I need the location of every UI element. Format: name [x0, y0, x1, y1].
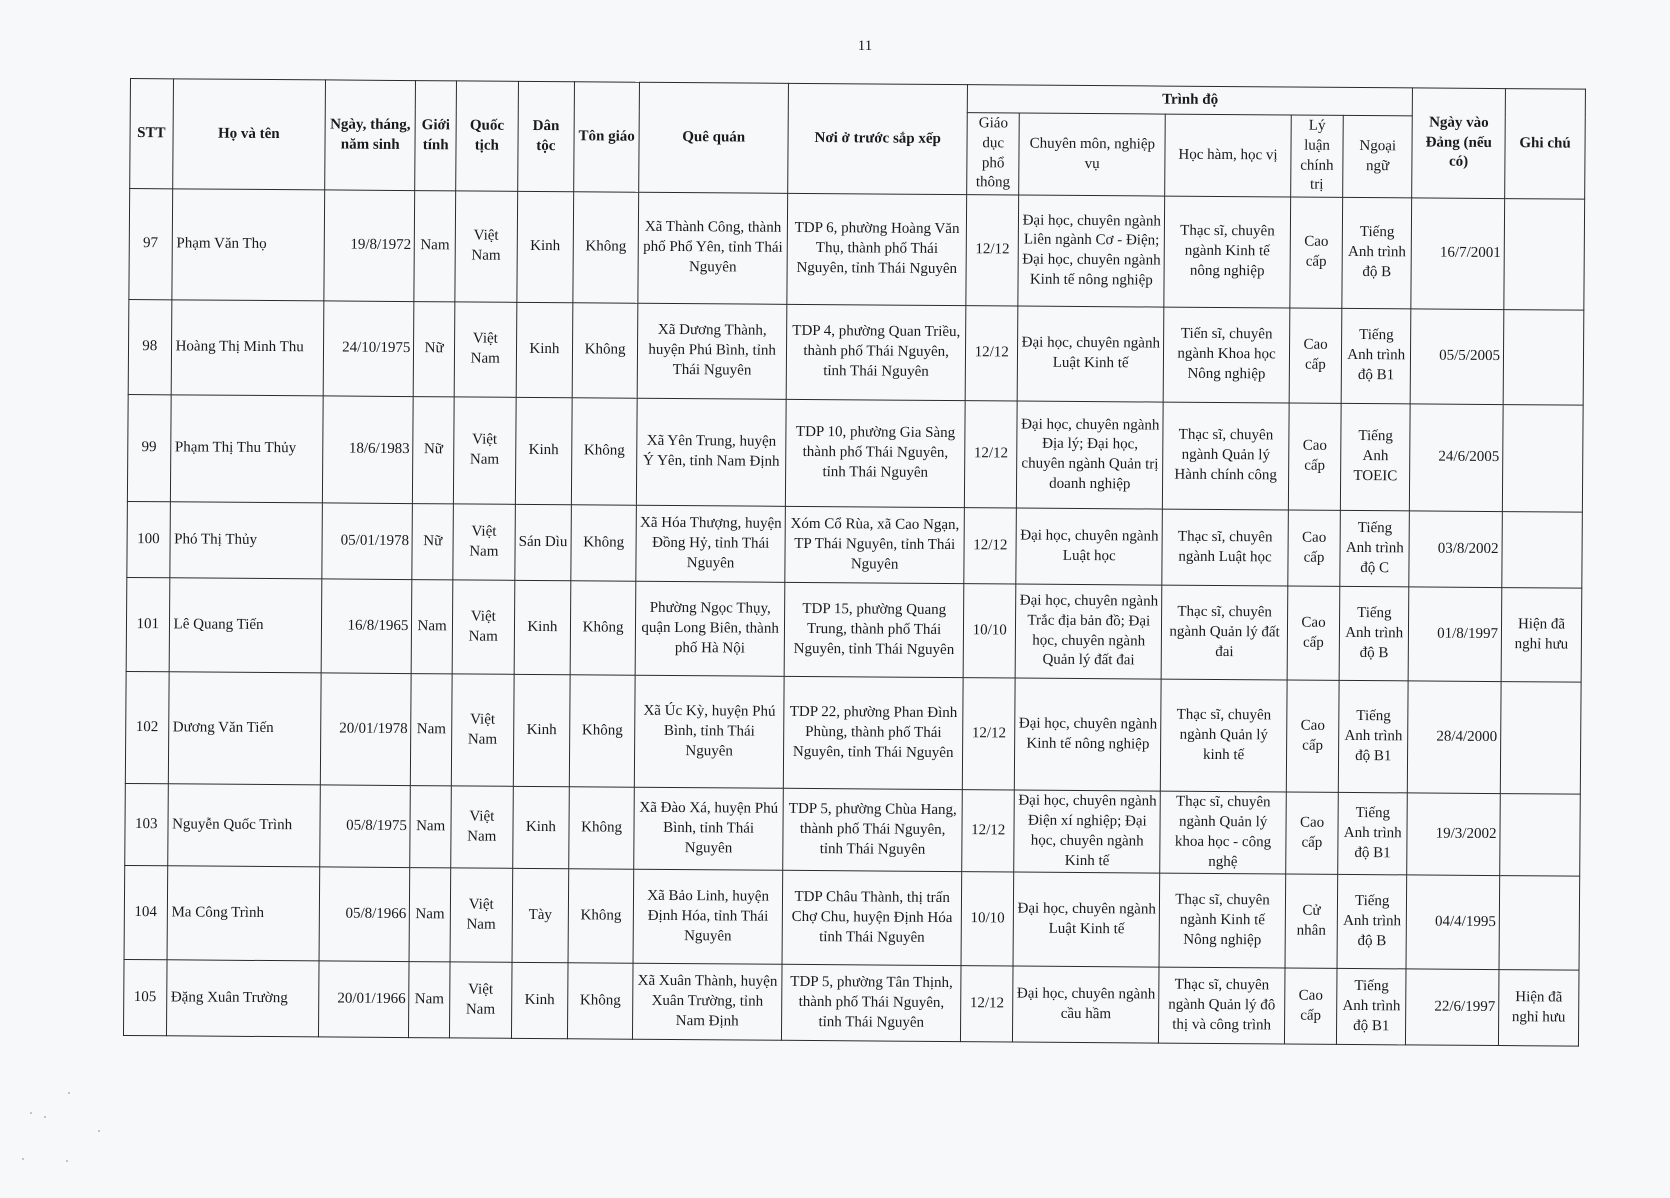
- cell-political: Cao cấp: [1286, 792, 1339, 875]
- cell-political: Cao cấp: [1290, 197, 1343, 308]
- header-qualification: Trình độ: [967, 85, 1412, 116]
- cell-degree: Thạc sĩ, chuyên ngành Quản lý khoa học - công nghệ: [1160, 791, 1286, 874]
- header-gender: Giới tính: [415, 81, 456, 191]
- cell-stt: 100: [127, 502, 170, 578]
- cell-party-date: 16/7/2001: [1411, 198, 1504, 310]
- cell-stt: 104: [124, 866, 167, 960]
- cell-residence: Xóm Cổ Rùa, xã Cao Ngạn, TP Thái Nguyên, tỉnh Thái Nguyên: [785, 507, 964, 584]
- cell-dob: 05/8/1966: [319, 867, 410, 962]
- cell-gender: Nam: [410, 786, 451, 868]
- cell-general-edu: 10/10: [963, 584, 1016, 678]
- cell-stt: 99: [127, 395, 170, 502]
- cell-gender: Nữ: [414, 302, 455, 397]
- cell-stt: 102: [125, 672, 168, 784]
- cell-stt: 105: [123, 960, 166, 1036]
- cell-name: Nguyễn Quốc Trình: [167, 784, 320, 867]
- header-dob: Ngày, tháng, năm sinh: [325, 80, 416, 191]
- page-number: 11: [857, 38, 873, 54]
- cell-residence: TDP 5, phường Chùa Hang, thành phố Thái Nguyên, tỉnh Thái Nguyên: [783, 788, 963, 871]
- cell-political: Cử nhân: [1285, 874, 1338, 968]
- scan-speck: [66, 1160, 68, 1162]
- cell-party-date: 22/6/1997: [1406, 969, 1499, 1046]
- cell-religion: Không: [568, 869, 634, 963]
- cell-residence: TDP 22, phường Phan Đình Phùng, thành phố Thái Nguyên, tỉnh Thái Nguyên: [783, 676, 963, 789]
- cell-specialty: Đại học, chuyên ngành Điện xí nghiệp; Đại học, chuyên ngành Kinh tế: [1014, 790, 1161, 873]
- header-hometown: Quê quán: [639, 82, 789, 193]
- candidate-table: [123, 78, 1586, 1047]
- cell-party-date: 05/5/2005: [1411, 309, 1504, 405]
- cell-note: [1503, 310, 1584, 406]
- cell-dob: 05/8/1975: [320, 785, 411, 868]
- cell-dob: 24/10/1975: [323, 301, 414, 397]
- table-row: [127, 502, 1583, 589]
- cell-residence: TDP 4, phường Quan Triều, thành phố Thái Nguyên, tỉnh Thái Nguyên: [786, 305, 966, 401]
- cell-dob: 18/6/1983: [322, 396, 413, 504]
- cell-note: [1499, 876, 1580, 971]
- cell-specialty: Đại học, chuyên ngành Địa lý; Đại học, chuyên ngành Quản trị doanh nghiệp: [1017, 401, 1164, 509]
- cell-language: Tiếng Anh trình độ B1: [1341, 309, 1411, 405]
- cell-degree: Thạc sĩ, chuyên ngành Kinh tế Nông nghiệp: [1159, 873, 1285, 968]
- cell-hometown: Xã Hóa Thượng, huyện Đồng Hỷ, tỉnh Thái Nguyên: [636, 505, 786, 582]
- cell-ethnicity: Sán Dìu: [514, 505, 571, 581]
- scan-speck: [30, 1112, 32, 1114]
- cell-general-edu: 12/12: [961, 966, 1014, 1042]
- cell-dob: 16/8/1965: [321, 579, 412, 674]
- cell-hometown: Xã Xuân Thành, huyện Xuân Trường, tỉnh Nam Định: [633, 964, 783, 1041]
- cell-party-date: 28/4/2000: [1408, 681, 1501, 794]
- cell-nationality: Việt Nam: [451, 674, 514, 786]
- cell-nationality: Việt Nam: [449, 962, 511, 1038]
- cell-name: Phạm Thị Thu Thủy: [170, 395, 323, 503]
- cell-degree: Tiến sĩ, chuyên ngành Khoa học Nông nghiệp: [1163, 307, 1289, 403]
- header-party-date: Ngày vào Đảng (nếu có): [1412, 88, 1505, 199]
- cell-residence: TDP Châu Thành, thị trấn Chợ Chu, huyện Định Hóa tỉnh Thái Nguyên: [782, 871, 962, 966]
- cell-political: Cao cấp: [1286, 680, 1339, 792]
- cell-stt: 97: [129, 189, 172, 300]
- cell-degree: Thạc sĩ, chuyên ngành Luật học: [1162, 509, 1288, 586]
- cell-specialty: Đại học, chuyên ngành Luật Kinh tế: [1013, 872, 1160, 967]
- cell-political: Cao cấp: [1284, 968, 1337, 1044]
- header-stt: STT: [130, 79, 173, 189]
- candidate-table-sheet: [123, 78, 1586, 1047]
- cell-nationality: Việt Nam: [451, 786, 513, 869]
- cell-religion: Không: [571, 398, 637, 505]
- cell-residence: TDP 6, phường Hoàng Văn Thụ, thành phố Thái Nguyên, tỉnh Thái Nguyên: [787, 194, 967, 306]
- cell-general-edu: 12/12: [962, 678, 1015, 790]
- cell-gender: Nam: [411, 674, 452, 786]
- cell-stt: 98: [128, 300, 171, 395]
- cell-hometown: Xã Úc Kỳ, huyện Phú Bình, tỉnh Thái Nguyên: [634, 675, 784, 788]
- table-row: [125, 672, 1581, 795]
- cell-specialty: Đại học, chuyên ngành Trắc địa bản đồ; Đại học, chuyên ngành Quản lý đất đai: [1015, 584, 1162, 679]
- cell-religion: Không: [572, 303, 638, 398]
- scan-speck: [68, 1092, 70, 1094]
- cell-religion: Không: [573, 192, 639, 303]
- header-note: Ghi chú: [1505, 89, 1586, 200]
- cell-degree: Thạc sĩ, chuyên ngành Kinh tế nông nghiệp: [1164, 196, 1290, 308]
- cell-gender: Nam: [409, 868, 450, 962]
- header-residence: Nơi ở trước sắp xếp: [788, 83, 968, 194]
- cell-general-edu: 12/12: [962, 790, 1015, 873]
- header-name: Họ và tên: [172, 79, 325, 190]
- cell-hometown: Xã Đào Xá, huyện Phú Bình, tỉnh Thái Nguyên: [634, 787, 784, 870]
- cell-degree: Thạc sĩ, chuyên ngành Quản lý đất đai: [1161, 585, 1287, 680]
- cell-gender: Nữ: [413, 397, 454, 504]
- cell-stt: 101: [126, 578, 169, 672]
- header-row-top: [130, 79, 1585, 118]
- table-row: [125, 784, 1581, 877]
- cell-name: Đặng Xuân Trường: [166, 960, 319, 1037]
- cell-ethnicity: Tày: [512, 869, 569, 963]
- cell-degree: Thạc sĩ, chuyên ngành Quản lý Hành chính công: [1163, 402, 1289, 510]
- table-row: [128, 300, 1584, 406]
- cell-ethnicity: Kinh: [512, 787, 569, 870]
- cell-hometown: Xã Yên Trung, huyện Ý Yên, tỉnh Nam Định: [636, 398, 786, 506]
- header-general-edu: Giáo dục phổ thông: [967, 113, 1020, 196]
- scan-speck: [98, 1130, 100, 1132]
- cell-residence: TDP 15, phường Quang Trung, thành phố Thái Nguyên, tỉnh Thái Nguyên: [784, 583, 964, 678]
- cell-degree: Thạc sĩ, chuyên ngành Quản lý đô thị và công trình: [1159, 967, 1285, 1044]
- cell-language: Tiếng Anh trình độ B: [1339, 587, 1409, 682]
- header-language: Ngoại ngữ: [1343, 115, 1413, 198]
- cell-note: [1502, 405, 1583, 513]
- cell-ethnicity: Kinh: [516, 303, 573, 398]
- cell-language: Tiếng Anh trình độ B1: [1338, 793, 1408, 876]
- cell-religion: Không: [571, 505, 637, 581]
- cell-note: [1502, 512, 1583, 589]
- cell-ethnicity: Kinh: [513, 675, 570, 787]
- cell-note: Hiện đã nghỉ hưu: [1498, 970, 1579, 1047]
- cell-name: Hoàng Thị Minh Thu: [171, 300, 324, 396]
- cell-name: Phó Thị Thủy: [169, 502, 322, 579]
- cell-religion: Không: [569, 787, 635, 870]
- cell-party-date: 19/3/2002: [1407, 793, 1500, 876]
- header-specialty: Chuyên môn, nghiệp vụ: [1019, 113, 1166, 196]
- cell-degree: Thạc sĩ, chuyên ngành Quản lý kinh tế: [1161, 679, 1287, 792]
- cell-dob: 19/8/1972: [324, 190, 415, 302]
- cell-religion: Không: [569, 675, 635, 787]
- cell-name: Phạm Văn Thọ: [171, 189, 324, 301]
- cell-language: Tiếng Anh trình độ B1: [1338, 681, 1408, 794]
- cell-language: Tiếng Anh trình độ B: [1342, 198, 1412, 310]
- header-religion: Tôn giáo: [574, 82, 640, 193]
- cell-ethnicity: Kinh: [515, 398, 572, 505]
- cell-nationality: Việt Nam: [455, 191, 518, 302]
- table-row: [129, 189, 1585, 311]
- cell-specialty: Đại học, chuyên ngành Luật học: [1016, 508, 1162, 585]
- header-ethnicity: Dân tộc: [517, 81, 574, 192]
- scan-speck: [44, 1116, 46, 1118]
- cell-gender: Nam: [414, 191, 455, 302]
- cell-specialty: Đại học, chuyên ngành Luật Kinh tế: [1017, 306, 1164, 402]
- cell-general-edu: 12/12: [965, 306, 1018, 401]
- cell-political: Cao cấp: [1287, 586, 1340, 680]
- cell-ethnicity: Kinh: [511, 963, 568, 1039]
- cell-specialty: Đại học, chuyên ngành Liên ngành Cơ - Điện; Đại học, chuyên ngành Kinh tế nông nghiệp: [1018, 195, 1165, 307]
- cell-hometown: Phường Ngọc Thụy, quận Long Biên, thành phố Hà Nội: [635, 581, 785, 676]
- cell-nationality: Việt Nam: [454, 302, 516, 397]
- cell-party-date: 24/6/2005: [1410, 404, 1503, 512]
- cell-dob: 05/01/1978: [322, 503, 413, 580]
- cell-name: Ma Công Trình: [167, 866, 320, 961]
- cell-party-date: 04/4/1995: [1406, 875, 1499, 970]
- cell-general-edu: 12/12: [964, 401, 1017, 508]
- cell-language: Tiếng Anh TOEIC: [1340, 404, 1410, 512]
- table-row: [127, 395, 1583, 513]
- cell-party-date: 03/8/2002: [1409, 511, 1502, 588]
- cell-nationality: Việt Nam: [452, 580, 514, 674]
- cell-ethnicity: Kinh: [514, 581, 571, 675]
- cell-note: [1500, 682, 1581, 795]
- cell-general-edu: 12/12: [964, 508, 1017, 584]
- cell-language: Tiếng Anh trình độ B: [1337, 875, 1407, 970]
- cell-specialty: Đại học, chuyên ngành Kinh tế nông nghiệp: [1015, 678, 1162, 791]
- cell-note: Hiện đã nghỉ hưu: [1501, 588, 1582, 683]
- cell-political: Cao cấp: [1288, 403, 1341, 510]
- cell-note: [1504, 199, 1585, 311]
- cell-name: Dương Văn Tiến: [168, 672, 321, 785]
- cell-ethnicity: Kinh: [517, 192, 574, 303]
- cell-nationality: Việt Nam: [453, 397, 516, 504]
- cell-general-edu: 10/10: [961, 872, 1014, 966]
- scan-speck: [22, 1158, 24, 1160]
- cell-general-edu: 12/12: [966, 195, 1019, 306]
- cell-nationality: Việt Nam: [453, 504, 515, 580]
- cell-hometown: Xã Dương Thành, huyện Phú Bình, tỉnh Thái Nguyên: [637, 303, 787, 399]
- table-row: [123, 960, 1579, 1047]
- table-row: [124, 866, 1580, 971]
- cell-dob: 20/01/1966: [318, 961, 409, 1038]
- cell-hometown: Xã Bảo Linh, huyện Định Hóa, tỉnh Thái Nguyên: [633, 870, 783, 965]
- cell-political: Cao cấp: [1289, 308, 1342, 403]
- header-degree: Học hàm, học vị: [1165, 114, 1291, 197]
- table-row: [126, 578, 1582, 683]
- cell-hometown: Xã Thành Công, thành phố Phổ Yên, tỉnh Thái Nguyên: [638, 192, 788, 304]
- header-political: Lý luận chính trị: [1291, 115, 1344, 198]
- cell-party-date: 01/8/1997: [1408, 587, 1501, 682]
- cell-nationality: Việt Nam: [450, 868, 512, 962]
- cell-gender: Nữ: [412, 504, 453, 580]
- cell-stt: 103: [125, 784, 168, 866]
- cell-political: Cao cấp: [1288, 510, 1341, 586]
- cell-language: Tiếng Anh trình độ B1: [1337, 969, 1407, 1046]
- cell-religion: Không: [570, 581, 636, 675]
- header-nationality: Quốc tịch: [456, 81, 519, 192]
- cell-specialty: Đại học, chuyên ngành cầu hầm: [1013, 966, 1159, 1043]
- cell-religion: Không: [568, 963, 634, 1039]
- cell-residence: TDP 5, phường Tân Thịnh, thành phố Thái Nguyên, tỉnh Thái Nguyên: [782, 965, 961, 1042]
- cell-gender: Nam: [409, 962, 450, 1038]
- cell-note: [1500, 794, 1581, 877]
- cell-residence: TDP 10, phường Gia Sàng thành phố Thái Nguyên, tỉnh Thái Nguyên: [786, 400, 966, 508]
- cell-language: Tiếng Anh trình độ C: [1340, 511, 1410, 588]
- cell-gender: Nam: [412, 580, 453, 674]
- cell-name: Lê Quang Tiến: [169, 578, 322, 673]
- cell-dob: 20/01/1978: [320, 673, 411, 786]
